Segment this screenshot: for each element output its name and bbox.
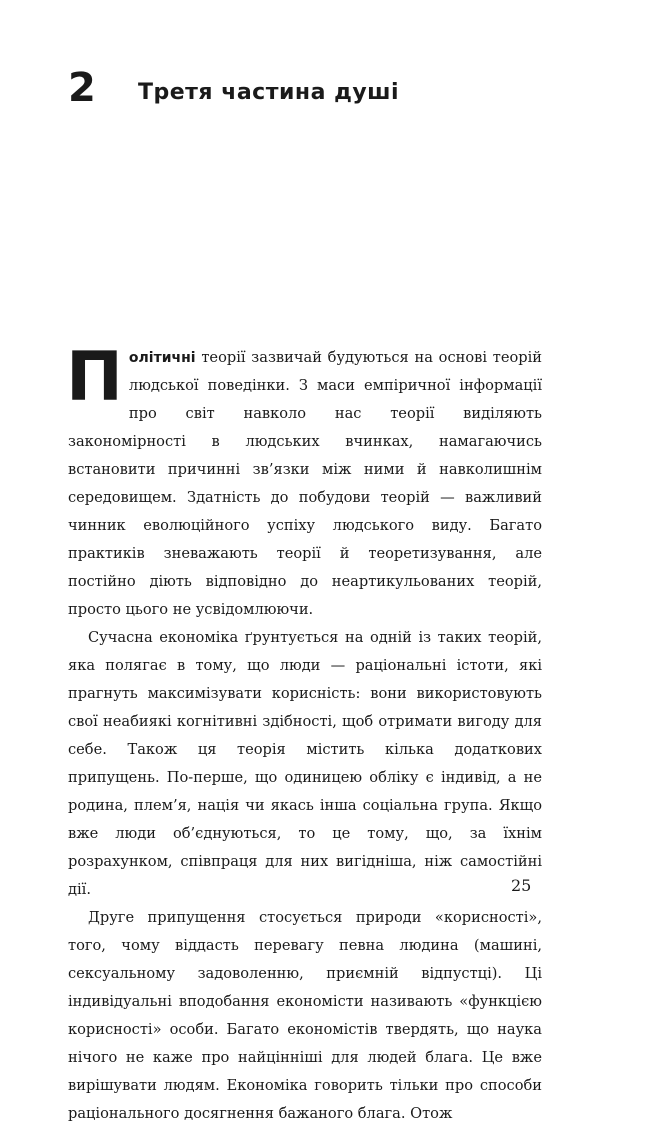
paragraph-3: Друге припущення стосується природи «корисності», того, чому віддасть перевагу певна людина (машині, сексуальному задоволенню, приємній відпустці). Ці індивідуальні вподобання економісти називають «функцією корисності» особи. Багато економістів твердять, що наука нічого не каже про найцінніші для людей блага. Це вже вирішувати людям. Економіка говорить тільки про способи раціонального досягнення бажаного блага. Отож <box>68 909 542 1122</box>
paragraph-1 <box>66 338 542 624</box>
lead-in: олітичні <box>128 350 196 366</box>
page-number: 25 <box>511 876 532 895</box>
chapter-title: Третя частина душі <box>138 80 400 105</box>
body-text <box>66 338 542 1128</box>
paragraph-2: Сучасна економіка ґрунтується на одній із таких теорій, яка полягає в тому, що люди — раціональні істоти, які прагнуть максимізувати корисність: вони використовують свої неабиякі когнітивні здібності, щоб отримати вигоду для себе. Також ця теорія містить кілька додаткових припущень. По-перше, що одиницею обліку є індивід, а не родина, плем’я, нація чи якась інша соціальна група. Якщо вже люди об’єднуються, то це тому, що, за їхнім розрахунком, співпраця для них вигідніша, ніж самостійні дії. <box>68 629 542 898</box>
paragraph-1-text: теорії зазвичай будуються на основі теорій людської поведінки. З маси емпіричної інформації про світ навколо нас теорії виділяють закономірності в людських вчинках, намагаючись встановити причинні зв’язки між ними й навколишнім середовищем. Здатність до побудови теорій — важливий чинник еволюційного успіху людського виду. Багато практиків зневажають теорії й теоретизування, але постійно діють відповідно до неартикульованих теорій, просто цього не усвідомлюючи. <box>68 349 542 618</box>
chapter-number: 2 <box>68 65 96 111</box>
drop-cap: П <box>66 338 123 417</box>
